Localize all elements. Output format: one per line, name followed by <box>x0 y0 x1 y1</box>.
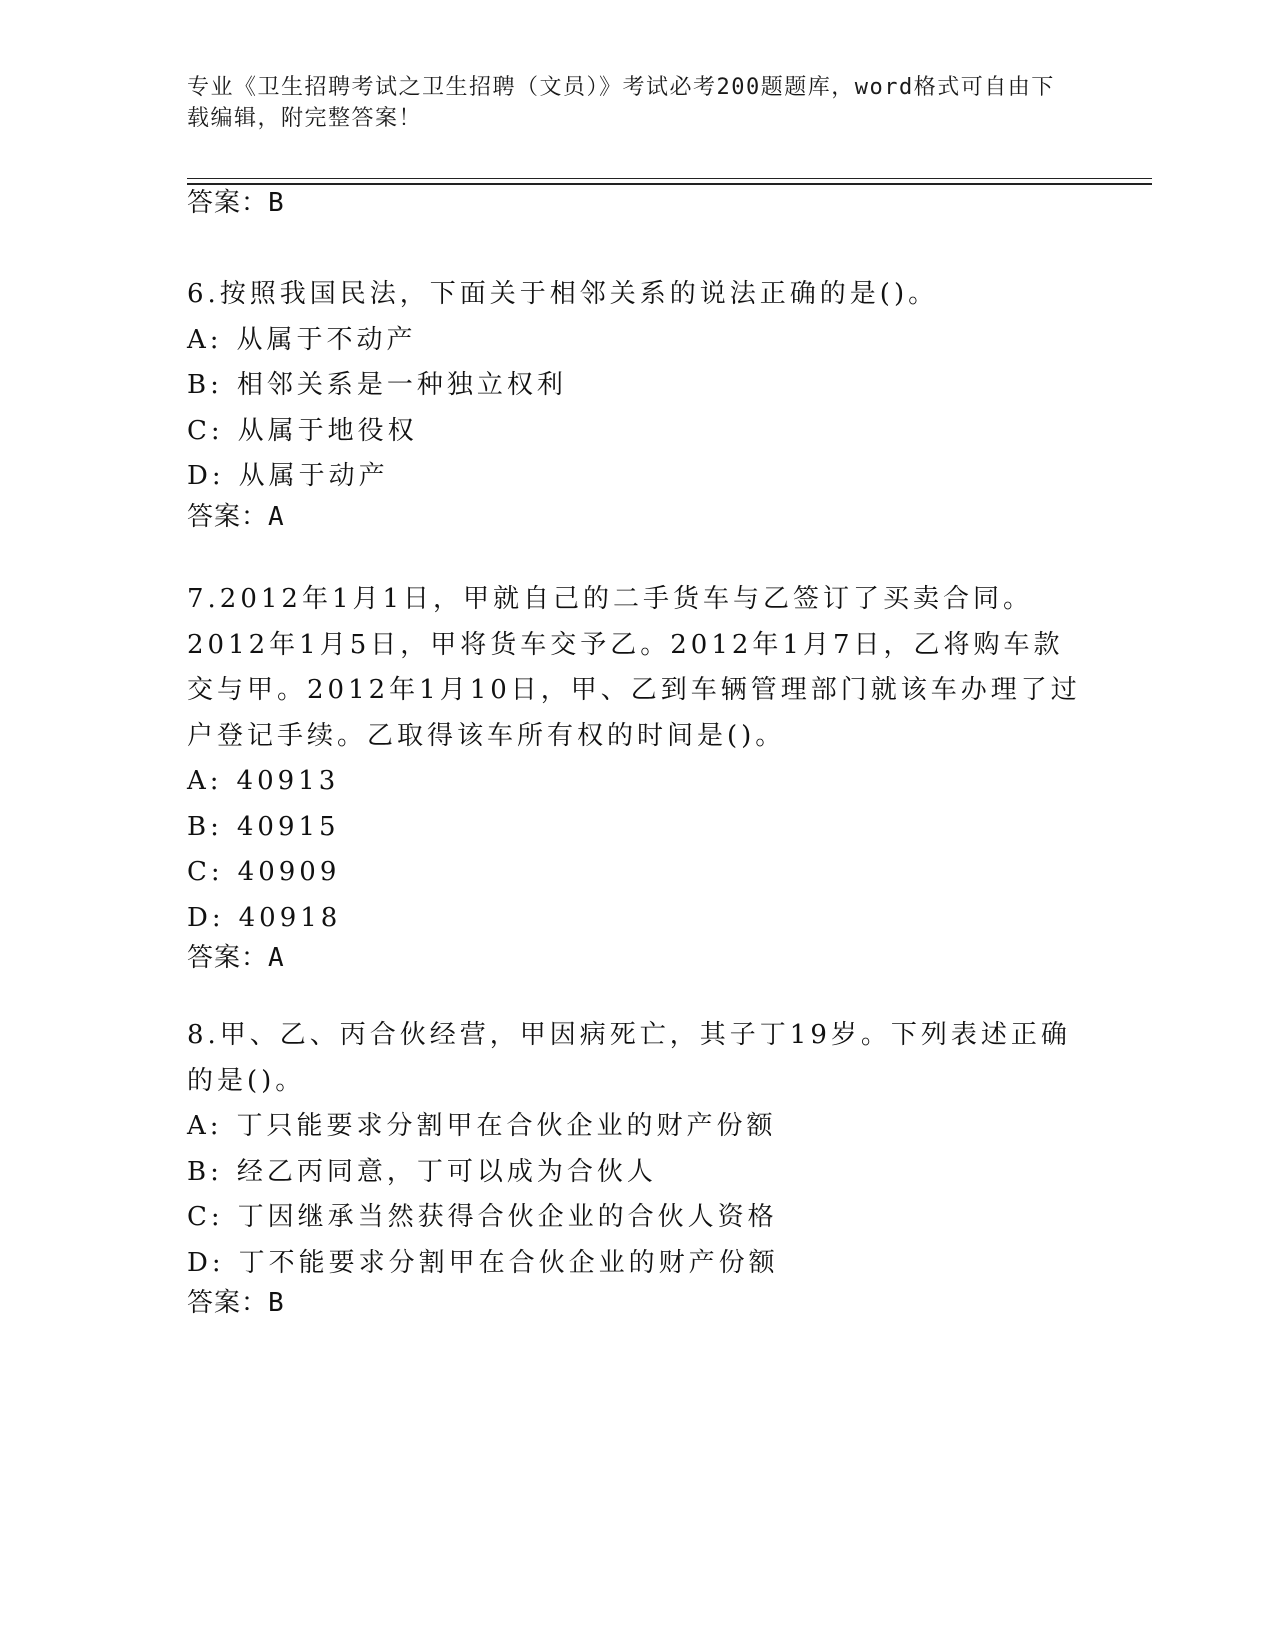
option-key: B: <box>187 811 223 842</box>
answer-line: 答案：B <box>187 1288 285 1318</box>
question-stem: 6.按照我国民法，下面关于相邻关系的说法正确的是()。 <box>187 279 939 309</box>
option-key: C: <box>187 857 224 887</box>
answer-previous: 答案：B <box>187 188 285 218</box>
header-divider-thin <box>187 178 1152 179</box>
option-b <box>187 363 1087 409</box>
option-key: C: <box>187 1202 224 1232</box>
option-text: 从属于动产 <box>238 461 389 491</box>
option-text: 丁因继承当然获得合伙企业的合伙人资格 <box>237 1202 778 1232</box>
question-stem: 7.2012年1月1日，甲就自己的二手货车与乙签订了买卖合同。2012年1月5日，甲将货车交予乙。2012年1月7日，乙将购车款交与甲。2012年1月10日，甲、乙到车辆管理部门就该车办理了过户登记手续。乙取得该车所有权的时间是()。 <box>187 584 1081 751</box>
option-text: 40909 <box>237 857 341 887</box>
question-8 <box>187 1013 1087 1320</box>
option-key: D: <box>187 1247 225 1278</box>
option-key: D: <box>187 461 225 491</box>
option-key: B: <box>187 1156 223 1187</box>
answer-line: 答案：A <box>187 501 285 532</box>
option-d <box>187 454 1087 500</box>
option-c <box>187 409 1087 455</box>
option-c <box>187 1195 1087 1241</box>
answer-line: 答案：A <box>187 943 285 973</box>
option-text: 40915 <box>236 811 340 842</box>
option-text: 经乙丙同意，丁可以成为合伙人 <box>236 1156 657 1187</box>
option-b <box>187 805 1087 851</box>
question-stem: 8.甲、乙、丙合伙经营，甲因病死亡，其子丁19岁。下列表述正确的是()。 <box>187 1020 1071 1096</box>
option-key: A: <box>187 1111 223 1141</box>
question-7 <box>187 577 1087 975</box>
option-text: 丁只能要求分割甲在合伙企业的财产份额 <box>236 1111 777 1141</box>
header-divider-thick <box>187 183 1152 185</box>
option-d <box>187 896 1087 942</box>
option-text: 从属于不动产 <box>236 324 417 355</box>
option-text: 40913 <box>236 766 340 796</box>
option-c <box>187 850 1087 896</box>
option-a <box>187 318 1087 364</box>
option-key: B: <box>187 370 223 400</box>
option-key: A: <box>187 324 223 355</box>
option-text: 40918 <box>238 902 342 933</box>
document-header: 专业《卫生招聘考试之卫生招聘（文员）》考试必考200题题库，word格式可自由下载编辑，附完整答案！ <box>187 75 1055 131</box>
option-key: C: <box>187 415 224 446</box>
option-key: D: <box>187 902 225 933</box>
option-text: 丁不能要求分割甲在合伙企业的财产份额 <box>238 1247 779 1278</box>
option-key: A: <box>187 766 223 796</box>
question-6 <box>187 272 1087 534</box>
option-d <box>187 1241 1087 1287</box>
option-b <box>187 1150 1087 1196</box>
option-text: 从属于地役权 <box>237 415 418 446</box>
option-a <box>187 759 1087 805</box>
option-a <box>187 1104 1087 1150</box>
option-text: 相邻关系是一种独立权利 <box>236 370 567 400</box>
